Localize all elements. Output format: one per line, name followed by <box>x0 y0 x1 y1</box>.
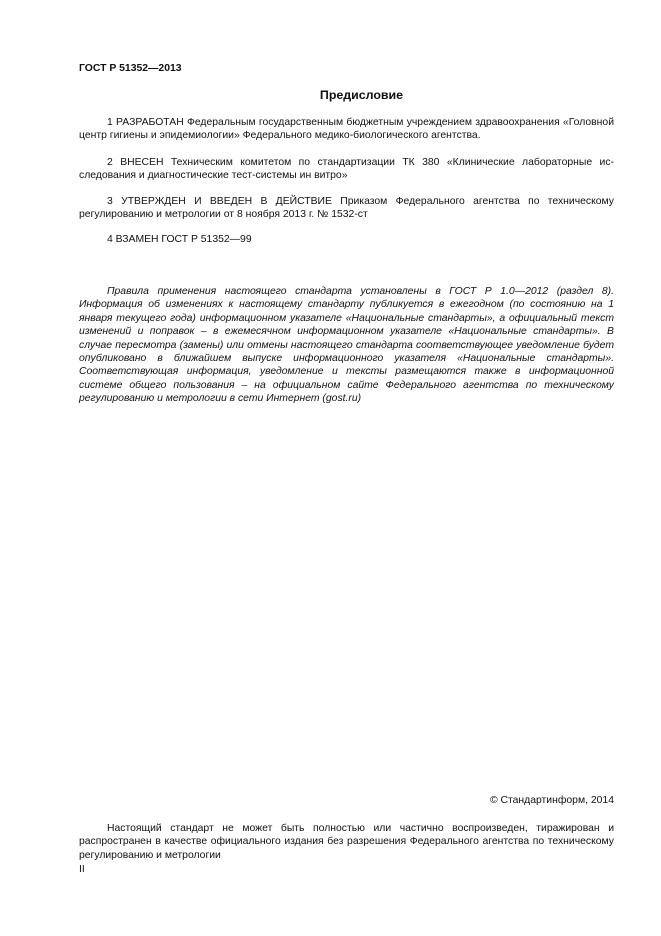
reproduction-notice: Настоящий стандарт не может быть полностью или частично воспроизведен, тиражирован и распространен в качестве официального издания без разрешения Федерального агентства по техническому регулированию и метрологии <box>79 823 614 861</box>
page-title: Предисловие <box>319 88 404 102</box>
page-number: II <box>79 864 85 875</box>
foreword-item-approved: 3 УТВЕРЖДЕН И ВВЕДЕН В ДЕЙСТВИЕ Приказом Федерального агентства по техническому регулированию и метрологии от 8 ноября 2013 г. № 1532-ст <box>79 196 614 221</box>
foreword-item-replaces: 4 ВЗАМЕН ГОСТ Р 51352—99 <box>107 234 252 245</box>
foreword-item-introduced: 2 ВНЕСЕН Техническим комитетом по стандартизации ТК 380 «Клинические лабораторные исследования и диагностические тест-системы ин витро» <box>79 157 614 182</box>
copyright-line: © Стандартинформ, 2014 <box>489 795 614 806</box>
application-rules-notice: Правила применения настоящего стандарта установлены в ГОСТ Р 1.0—2012 (раздел 8). Информация об изменениях к настоящему стандарту публикуется в ежегодном (по состоянию на 1 января текущего года) информационном указателе «Национальные стандарты», а официальный текст изменений и поправок – в ежемесячном информационном указателе «Национальные стандарты». В случае пересмотра (замены) или отмены настоящего стандарта соответствующее уведомление будет опубликовано в ближайшем выпуске информационного указателя «Национальные стандарты». Соответствующая информация, уведомление и тексты размещаются также в информационной системе общего пользования – на официальном сайте Федерального агентства по техническому регулированию и метрологии в сети Интернет (gost.ru) <box>79 286 614 405</box>
standard-code-header: ГОСТ Р 51352—2013 <box>79 63 182 74</box>
foreword-item-developed: 1 РАЗРАБОТАН Федеральным государственным бюджетным учреждением здравоохранения «Головной центр гигиены и эпидемиологии» Федерального медико-биологического агентства. <box>79 117 614 142</box>
